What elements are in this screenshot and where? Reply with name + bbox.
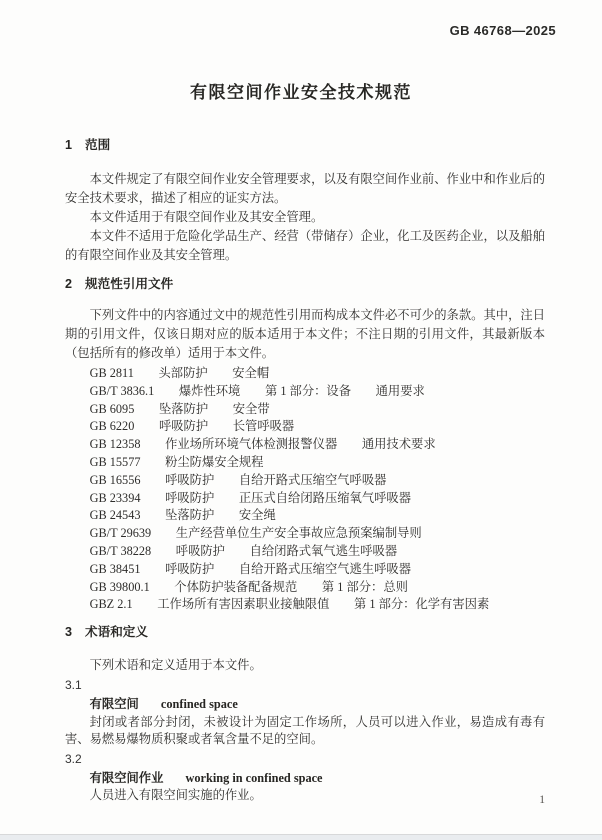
clause-3-label: 术语和定义 <box>85 625 148 640</box>
reference-item: GB 23394 呼吸防护 正压式自给闭路压缩氧气呼吸器 <box>89 490 412 505</box>
reference-item: GB 39800.1 个体防护装备配备规范 第 1 部分：总则 <box>89 579 408 594</box>
clause-3-heading <box>65 625 545 640</box>
reference-item: GB 38451 呼吸防护 自给开路式压缩空气逃生呼吸器 <box>89 561 412 576</box>
reference-item: GB/T 38228 呼吸防护 自给闭路式氧气逃生呼吸器 <box>89 543 398 558</box>
term-number: 3.2 <box>65 751 82 766</box>
term-entry-3-2 <box>65 751 545 805</box>
clause-2-number: 2 <box>65 277 73 291</box>
term-title <box>65 770 545 788</box>
term-number: 3.1 <box>65 678 82 693</box>
clause-1-label: 范围 <box>85 138 111 152</box>
term-definition: 封闭或者部分封闭，未被设计为固定工作场所，人员可以进入作业，易造成有毒有害、易燃易爆物质积聚或者氧含量不足的空间。 <box>65 714 545 747</box>
term-en: working in confined space <box>185 770 323 785</box>
clause-2-heading <box>65 277 545 292</box>
document-title: 有限空间作业安全技术规范 <box>190 83 412 102</box>
clause-1-heading <box>65 138 545 153</box>
standard-code: GB 46768—2025 <box>449 23 556 38</box>
page-content <box>65 137 545 805</box>
references-intro: 下列文件中的内容通过文中的规范性引用而构成本文件必不可少的条款。其中，注日期的引用文件，仅该日期对应的版本适用于本文件；不注日期的引用文件，其最新版本（包括所有的修改单）适用于本文件。 <box>65 308 545 360</box>
reference-item: GB/T 3836.1 爆炸性环境 第 1 部分：设备 通用要求 <box>89 383 425 398</box>
reference-item: GB 15577 粉尘防爆安全规程 <box>89 454 264 469</box>
page-number: 1 <box>539 794 545 806</box>
scope-paragraph-3: 本文件不适用于危险化学品生产、经营（带储存）企业，化工及医药企业，以及船舶的有限空间作业及其安全管理。 <box>65 229 545 262</box>
scope-paragraph-2: 本文件适用于有限空间作业及其安全管理。 <box>89 210 324 224</box>
term-definition: 人员进入有限空间实施的作业。 <box>89 788 262 803</box>
terms-intro: 下列术语和定义适用于本文件。 <box>89 658 262 673</box>
reference-item: GB 24543 坠落防护 安全绳 <box>89 508 276 523</box>
reference-item: GB/T 29639 生产经营单位生产安全事故应急预案编制导则 <box>89 526 422 541</box>
references-list <box>65 365 545 614</box>
term-title <box>65 696 545 714</box>
clause-1-number: 1 <box>65 138 73 152</box>
term-zh: 有限空间 <box>89 697 139 712</box>
reference-item: GBZ 2.1 工作场所有害因素职业接触限值 第 1 部分：化学有害因素 <box>89 597 490 612</box>
clause-3-number: 3 <box>65 625 73 640</box>
scope-paragraph-1: 本文件规定了有限空间作业安全管理要求，以及有限空间作业前、作业中和作业后的安全技术要求，描述了相应的证实方法。 <box>65 172 545 205</box>
reference-item: GB 6095 坠落防护 安全带 <box>89 401 270 416</box>
term-zh: 有限空间作业 <box>89 770 164 785</box>
term-entry-3-1 <box>65 677 545 749</box>
page-bottom-edge-band <box>0 835 602 840</box>
reference-item: GB 12358 作业场所环境气体检测报警仪器 通用技术要求 <box>89 437 436 452</box>
term-en: confined space <box>160 697 238 712</box>
reference-item: GB 16556 呼吸防护 自给开路式压缩空气呼吸器 <box>89 472 387 487</box>
reference-item: GB 2811 头部防护 安全帽 <box>89 366 270 380</box>
reference-item: GB 6220 呼吸防护 长管呼吸器 <box>89 419 295 434</box>
clause-2-label: 规范性引用文件 <box>85 277 174 291</box>
